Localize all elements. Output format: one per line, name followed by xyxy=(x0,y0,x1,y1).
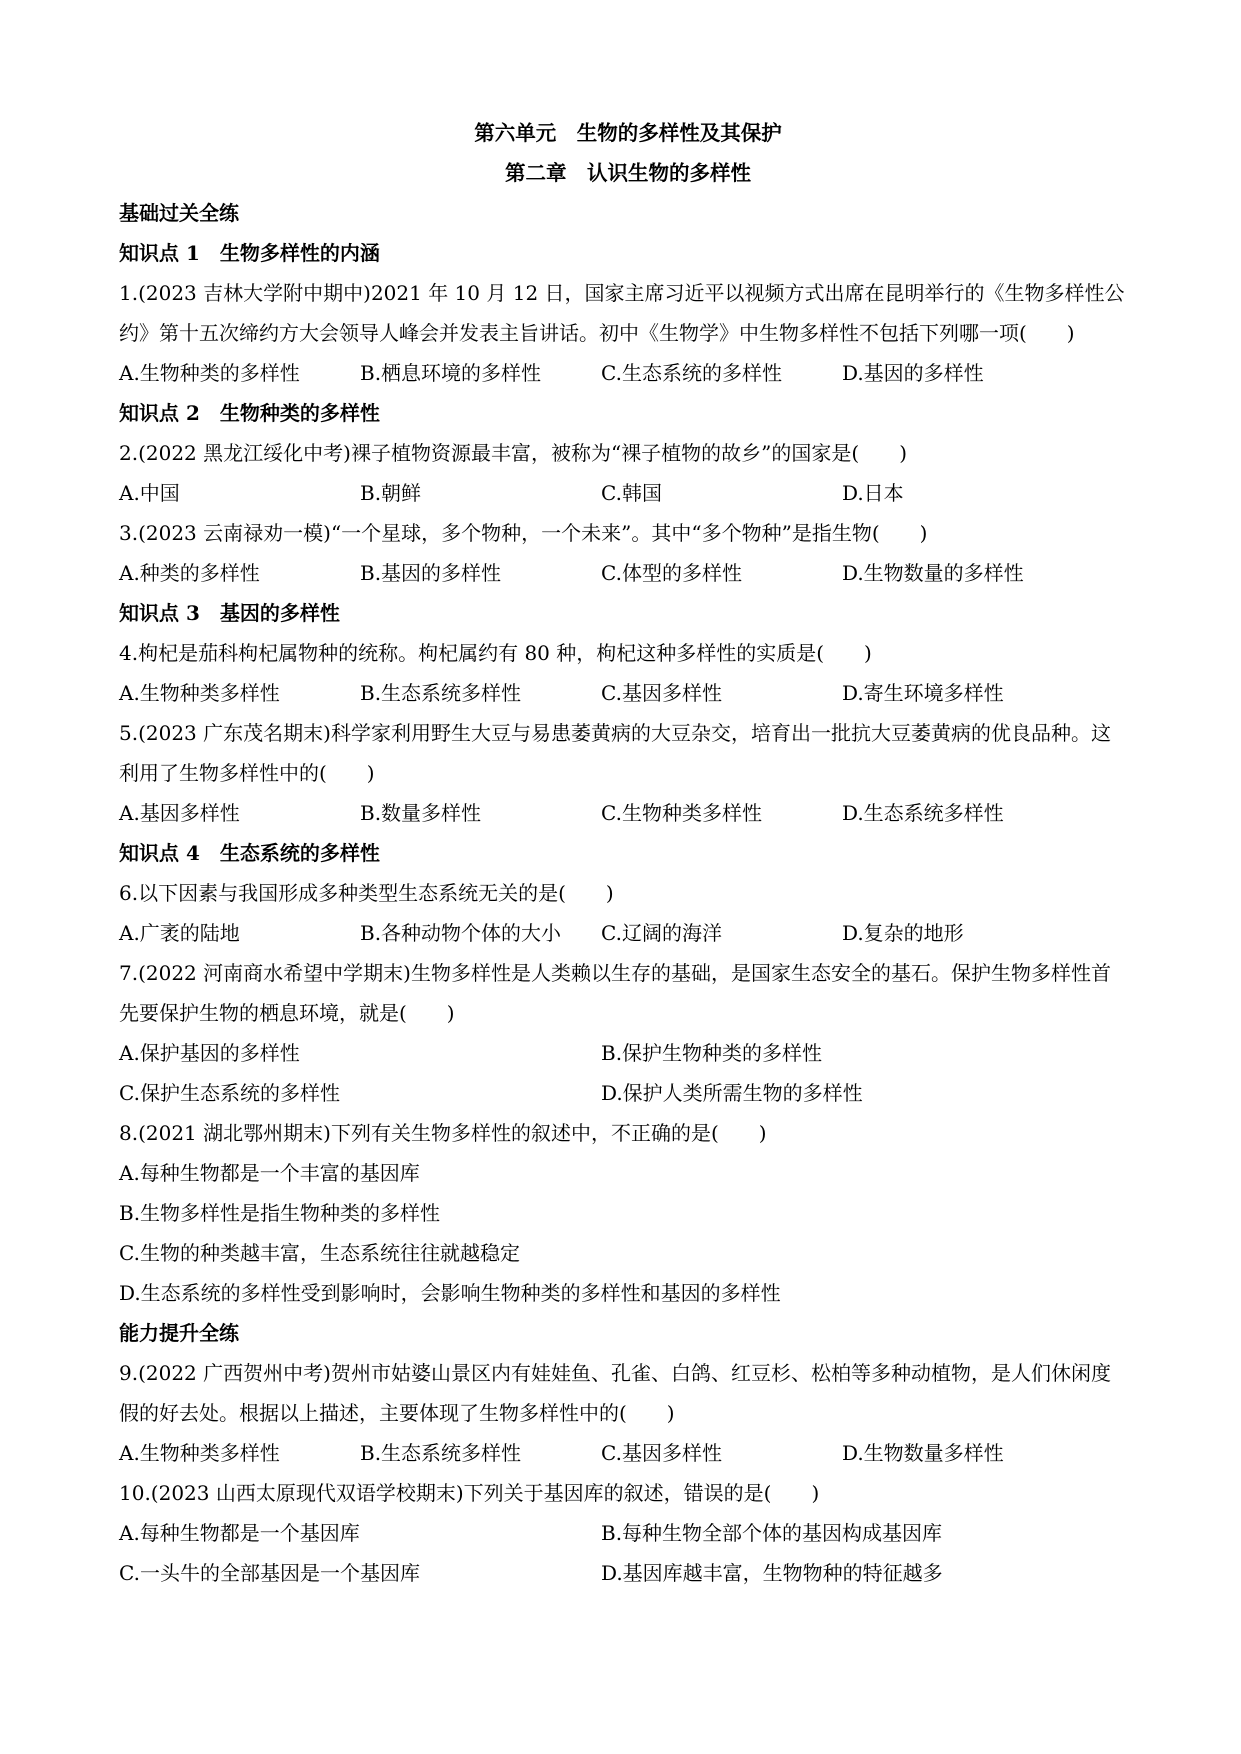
knowledge-point-1: 知识点 1 生物多样性的内涵 xyxy=(119,241,380,265)
option-c: C.一头牛的全部基因是一个基因库 xyxy=(119,1561,420,1585)
unit-title: 第六单元 生物的多样性及其保护 xyxy=(474,121,782,145)
question-10-stem: 10.(2023 山西太原现代双语学校期末)下列关于基因库的叙述，错误的是( ) xyxy=(119,1481,820,1505)
option-c: C.韩国 xyxy=(601,481,662,505)
option-d: D.基因库越丰富，生物物种的特征越多 xyxy=(601,1561,943,1585)
option-d: D.复杂的地形 xyxy=(842,921,964,945)
option-a: A.生物种类多样性 xyxy=(119,681,280,705)
knowledge-point-4: 知识点 4 生态系统的多样性 xyxy=(119,841,380,865)
option-b: B.基因的多样性 xyxy=(360,561,502,585)
question-3-options xyxy=(119,553,1125,593)
question-9-stem: 9.(2022 广西贺州中考)贺州市姑婆山景区内有娃娃鱼、孔雀、白鸽、红豆杉、松柏等多种动植物，是人们休闲度假的好去处。根据以上描述，主要体现了生物多样性中的( ) xyxy=(119,1361,1111,1425)
question-1-options xyxy=(119,353,1125,393)
option-d: D.生态系统多样性 xyxy=(842,801,1004,825)
question-6-stem: 6.以下因素与我国形成多种类型生态系统无关的是( ) xyxy=(119,881,614,905)
option-a: A.基因多样性 xyxy=(119,801,240,825)
question-9-options xyxy=(119,1433,1125,1473)
question-7-options-row-2 xyxy=(119,1073,1125,1113)
option-b: B.生态系统多样性 xyxy=(360,681,522,705)
option-c: C.生物的种类越丰富，生态系统往往就越稳定 xyxy=(119,1241,520,1265)
question-2-options xyxy=(119,473,1125,513)
worksheet-content xyxy=(119,113,1125,1593)
section-heading-basic: 基础过关全练 xyxy=(119,201,239,225)
option-c: C.体型的多样性 xyxy=(601,561,742,585)
option-b: B.栖息环境的多样性 xyxy=(360,361,542,385)
option-b: B.每种生物全部个体的基因构成基因库 xyxy=(601,1521,943,1545)
option-b: B.生物多样性是指生物种类的多样性 xyxy=(119,1201,441,1225)
knowledge-point-2: 知识点 2 生物种类的多样性 xyxy=(119,401,380,425)
option-d: D.保护人类所需生物的多样性 xyxy=(601,1081,863,1105)
option-b: B.数量多样性 xyxy=(360,801,482,825)
option-a: A.生物种类多样性 xyxy=(119,1441,280,1465)
option-b: B.生态系统多样性 xyxy=(360,1441,522,1465)
option-c: C.辽阔的海洋 xyxy=(601,921,722,945)
chapter-title: 第二章 认识生物的多样性 xyxy=(505,161,751,185)
option-c: C.生物种类多样性 xyxy=(601,801,762,825)
question-10-options-row-2 xyxy=(119,1553,1125,1593)
knowledge-point-3: 知识点 3 基因的多样性 xyxy=(119,601,340,625)
question-8-options xyxy=(119,1153,1125,1313)
option-d: D.基因的多样性 xyxy=(842,361,984,385)
option-d: D.寄生环境多样性 xyxy=(842,681,1004,705)
option-c: C.生态系统的多样性 xyxy=(601,361,782,385)
option-d: D.生态系统的多样性受到影响时，会影响生物种类的多样性和基因的多样性 xyxy=(119,1281,781,1305)
option-a: A.广袤的陆地 xyxy=(119,921,240,945)
question-8-stem: 8.(2021 湖北鄂州期末)下列有关生物多样性的叙述中，不正确的是( ) xyxy=(119,1121,767,1145)
option-c: C.保护生态系统的多样性 xyxy=(119,1081,340,1105)
question-5-options xyxy=(119,793,1125,833)
question-7-stem: 7.(2022 河南商水希望中学期末)生物多样性是人类赖以生存的基础，是国家生态安全的基石。保护生物多样性首先要保护生物的栖息环境，就是( ) xyxy=(119,961,1111,1025)
option-d: D.生物数量的多样性 xyxy=(842,561,1024,585)
option-a: A.中国 xyxy=(119,481,180,505)
option-c: C.基因多样性 xyxy=(601,1441,722,1465)
option-b: B.保护生物种类的多样性 xyxy=(601,1041,823,1065)
option-b: B.朝鲜 xyxy=(360,481,422,505)
option-a: A.保护基因的多样性 xyxy=(119,1041,300,1065)
option-b: B.各种动物个体的大小 xyxy=(360,921,562,945)
option-a: A.每种生物都是一个基因库 xyxy=(119,1521,360,1545)
question-5-stem: 5.(2023 广东茂名期末)科学家利用野生大豆与易患萎黄病的大豆杂交，培育出一批抗大豆萎黄病的优良品种。这利用了生物多样性中的( ) xyxy=(119,721,1111,785)
question-1-stem: 1.(2023 吉林大学附中期中)2021 年 10 月 12 日，国家主席习近平以视频方式出席在昆明举行的《生物多样性公约》第十五次缔约方大会领导人峰会并发表主旨讲话。初中《生物学》中生物多样性不包括下列哪一项( ) xyxy=(119,281,1125,345)
question-4-options xyxy=(119,673,1125,713)
option-a: A.种类的多样性 xyxy=(119,561,260,585)
question-2-stem: 2.(2022 黑龙江绥化中考)裸子植物资源最丰富，被称为“裸子植物的故乡”的国家是( ) xyxy=(119,441,907,465)
question-3-stem: 3.(2023 云南禄劝一模)“一个星球，多个物种，一个未来”。其中“多个物种”是指生物( ) xyxy=(119,521,928,545)
option-d: D.生物数量多样性 xyxy=(842,1441,1004,1465)
option-a: A.生物种类的多样性 xyxy=(119,361,300,385)
option-d: D.日本 xyxy=(842,481,904,505)
section-heading-ability: 能力提升全练 xyxy=(119,1321,239,1345)
question-10-options-row-1 xyxy=(119,1513,1125,1553)
question-7-options-row-1 xyxy=(119,1033,1125,1073)
option-c: C.基因多样性 xyxy=(601,681,722,705)
question-4-stem: 4.枸杞是茄科枸杞属物种的统称。枸杞属约有 80 种，枸杞这种多样性的实质是( ) xyxy=(119,641,872,665)
question-6-options xyxy=(119,913,1125,953)
option-a: A.每种生物都是一个丰富的基因库 xyxy=(119,1161,420,1185)
